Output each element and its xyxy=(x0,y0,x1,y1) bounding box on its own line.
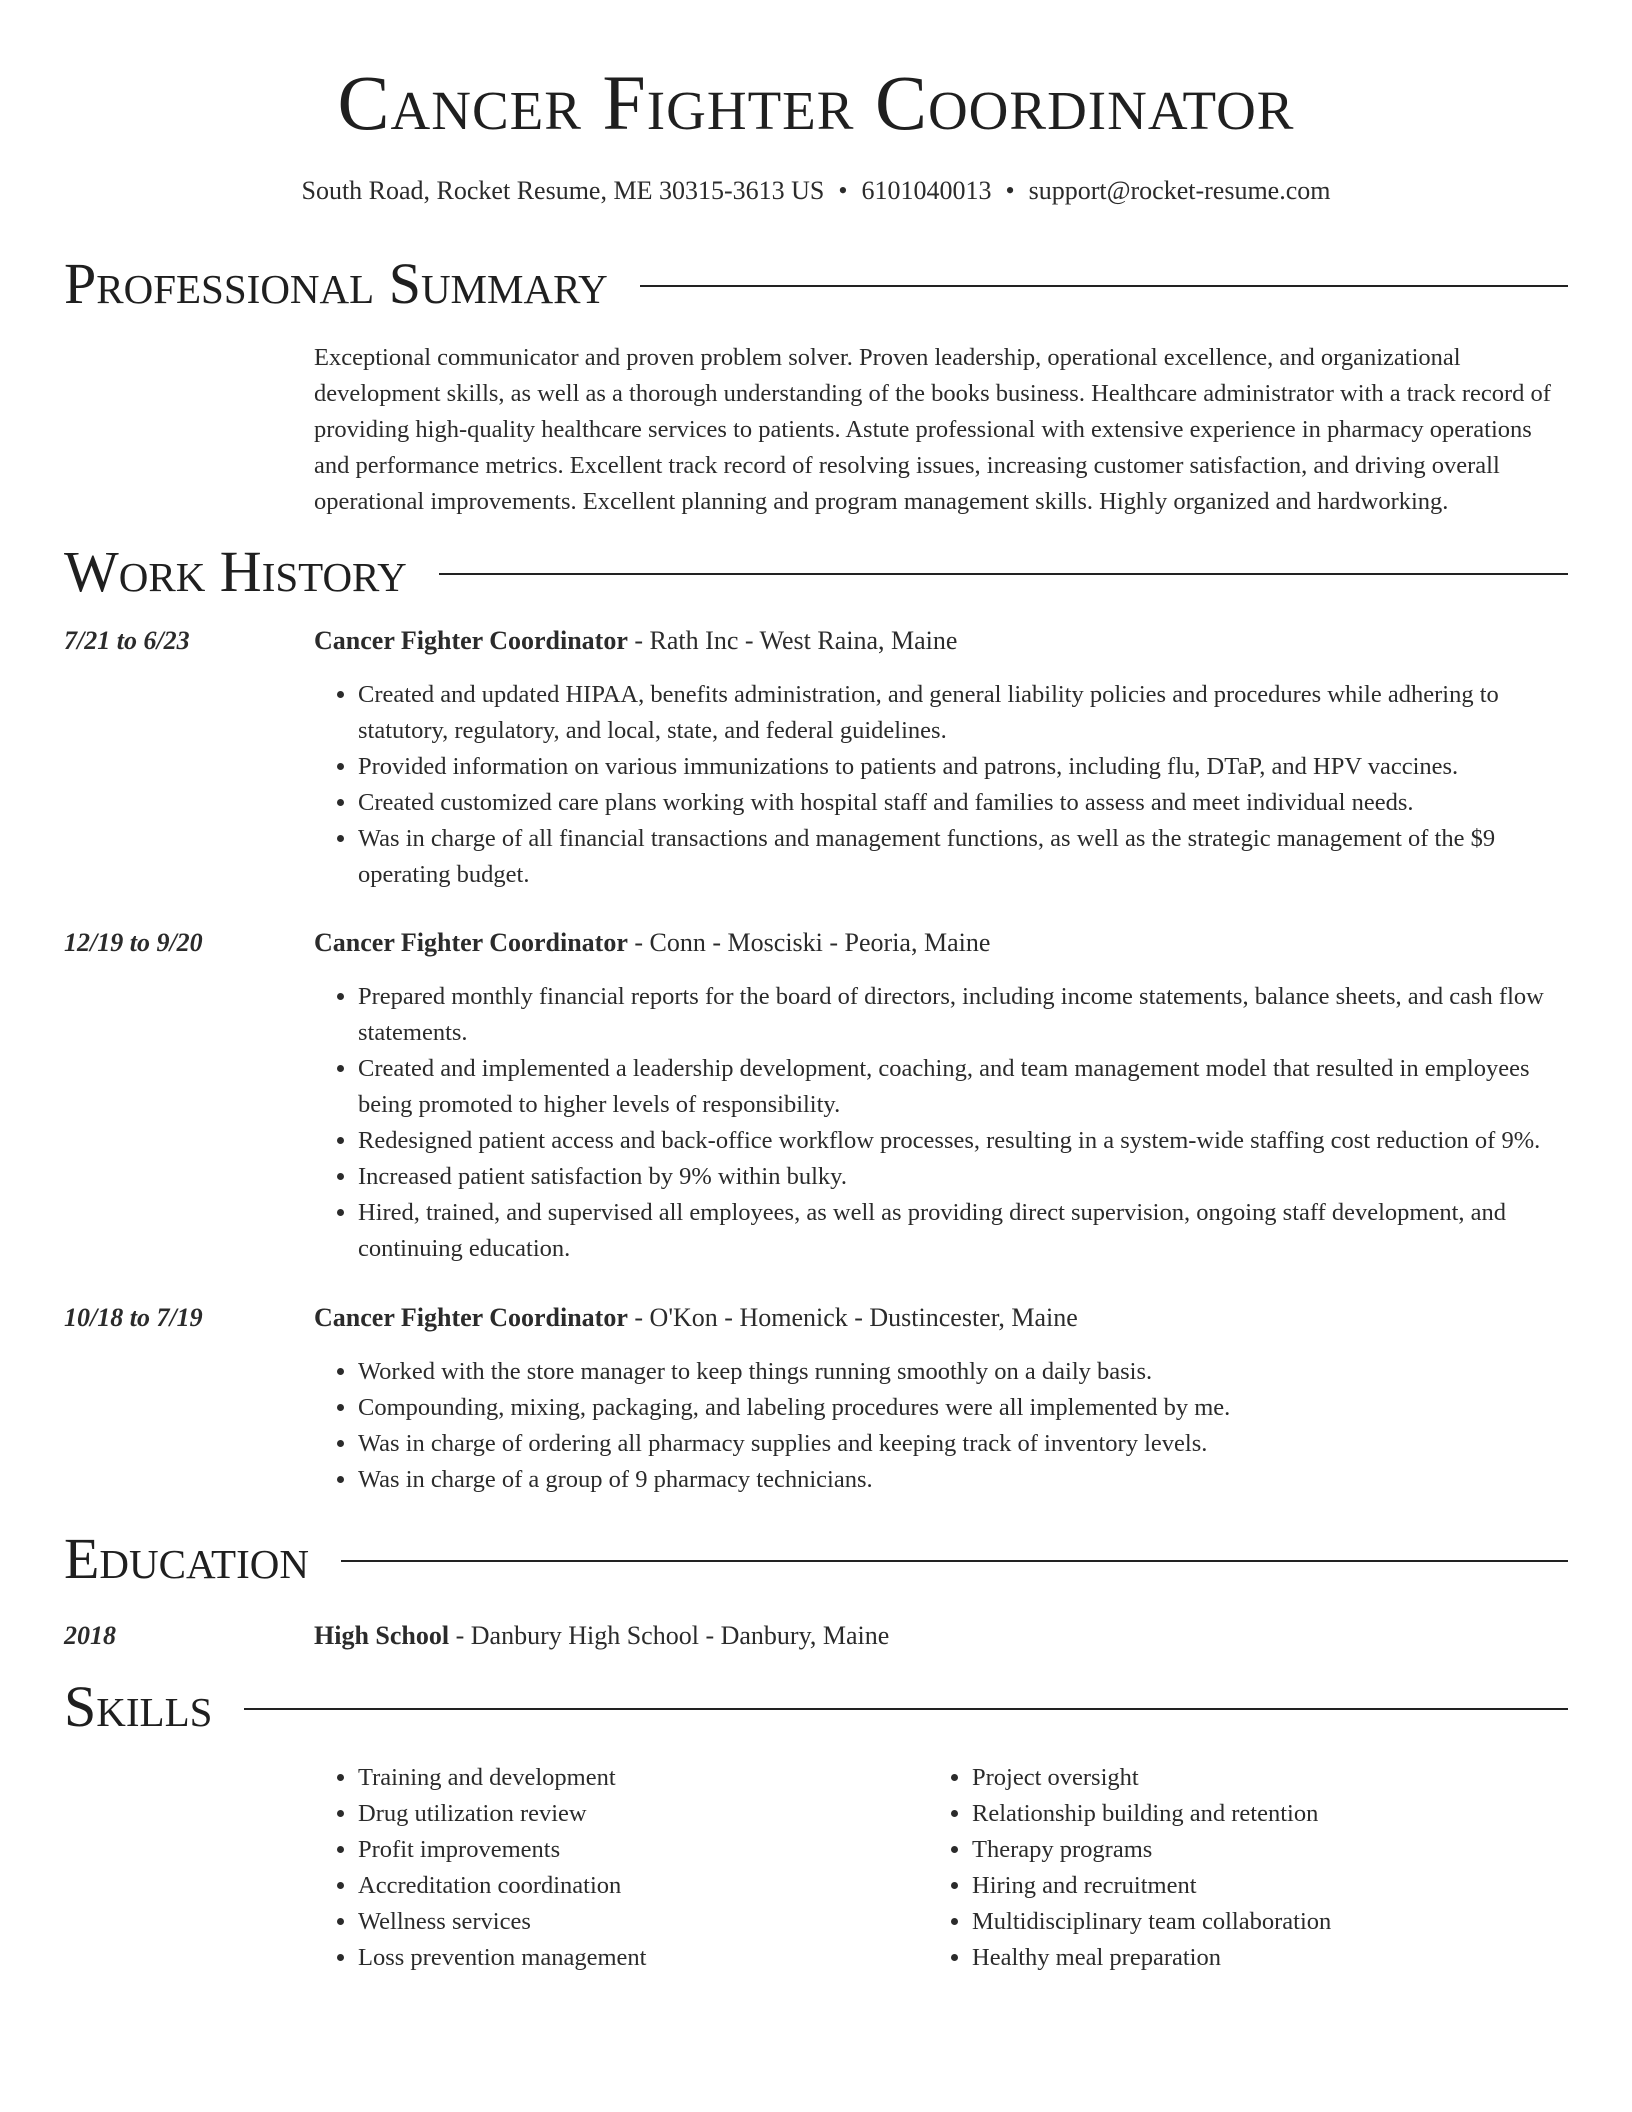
skills-section-title: Skills xyxy=(64,1674,213,1739)
job-headline xyxy=(314,1300,1078,1336)
summary-section-title: Professional Summary xyxy=(64,251,608,316)
skill-item: • Hiring and recruitment xyxy=(972,1868,1568,1904)
skill-item: • Profit improvements xyxy=(358,1832,914,1868)
contact-line xyxy=(0,174,1632,208)
summary-section-header xyxy=(64,252,1568,316)
skills-section-header xyxy=(64,1675,1568,1739)
job-bullet: • Increased patient satisfaction by 9% within bulky. xyxy=(358,1159,1568,1195)
resume-name: Cancer Fighter Coordinator xyxy=(337,59,1295,146)
education-headline xyxy=(314,1618,889,1654)
job-bullet: • Was in charge of all financial transactions and management functions, as well as the strategic management of the $9 operating budget. xyxy=(358,821,1568,893)
job-role: Cancer Fighter Coordinator xyxy=(314,1303,628,1332)
skill-item: • Wellness services xyxy=(358,1904,914,1940)
section-divider xyxy=(439,573,1568,575)
education-year: 2018 xyxy=(64,1621,116,1650)
job-bullet: • Compounding, mixing, packaging, and labeling procedures were all implemented by me. xyxy=(358,1390,1568,1426)
job-bullet: • Created and implemented a leadership development, coaching, and team management model that resulted in employees being promoted to higher levels of responsibility. xyxy=(358,1051,1568,1123)
job-details: - Conn - Mosciski - Peoria, Maine xyxy=(627,928,991,957)
job-bullets xyxy=(314,1354,1568,1498)
education-section-title: Education xyxy=(64,1526,309,1591)
contact-separator: • xyxy=(1005,176,1015,205)
education-details: - Danbury High School - Danbury, Maine xyxy=(449,1621,890,1650)
summary-text: Exceptional communicator and proven problem solver. Proven leadership, operational excellence, and organizational development skills, as well as a thorough understanding of the books business. Healthcare administrator with a track record of providing high-quality healthcare services to patients. Astute professional with extensive experience in pharmacy operations and performance metrics. Excellent track record of resolving issues, increasing customer satisfaction, and driving overall operational improvements. Excellent planning and program management skills. Highly organized and hardworking. xyxy=(314,344,1551,515)
job-bullets xyxy=(314,677,1568,893)
education-section-header xyxy=(64,1527,1568,1591)
contact-separator: • xyxy=(838,176,848,205)
job-dates: 12/19 to 9/20 xyxy=(64,928,203,957)
contact-email: support@rocket-resume.com xyxy=(1028,176,1331,205)
job-dates: 7/21 to 6/23 xyxy=(64,626,190,655)
job-details: - Rath Inc - West Raina, Maine xyxy=(627,626,958,655)
job-headline xyxy=(314,925,990,961)
job-headline xyxy=(314,623,957,659)
skill-item: • Accreditation coordination xyxy=(358,1868,914,1904)
job-bullet: • Was in charge of a group of 9 pharmacy technicians. xyxy=(358,1462,1568,1498)
skill-item: • Training and development xyxy=(358,1760,914,1796)
job-bullet: • Hired, trained, and supervised all employees, as well as providing direct supervision, ongoing staff development, and continuing education. xyxy=(358,1195,1568,1267)
job-role: Cancer Fighter Coordinator xyxy=(314,626,628,655)
job-bullet: • Was in charge of ordering all pharmacy supplies and keeping track of inventory levels. xyxy=(358,1426,1568,1462)
skill-item: • Loss prevention management xyxy=(358,1940,914,1976)
section-divider xyxy=(640,285,1568,287)
skills-list-left xyxy=(314,1760,914,1976)
skill-item: • Project oversight xyxy=(972,1760,1568,1796)
job-bullets xyxy=(314,979,1568,1267)
job-dates: 10/18 to 7/19 xyxy=(64,1303,203,1332)
skill-item: • Relationship building and retention xyxy=(972,1796,1568,1832)
job-bullet: • Created customized care plans working with hospital staff and families to assess and meet individual needs. xyxy=(358,785,1568,821)
job-bullet: • Redesigned patient access and back-office workflow processes, resulting in a system-wide staffing cost reduction of 9%. xyxy=(358,1123,1568,1159)
contact-phone: 6101040013 xyxy=(861,176,992,205)
job-bullet: • Provided information on various immunizations to patients and patrons, including flu, DTaP, and HPV vaccines. xyxy=(358,749,1568,785)
section-divider xyxy=(341,1560,1568,1562)
skill-item: • Healthy meal preparation xyxy=(972,1940,1568,1976)
skill-item: • Multidisciplinary team collaboration xyxy=(972,1904,1568,1940)
education-degree: High School xyxy=(314,1621,450,1650)
skill-item: • Drug utilization review xyxy=(358,1796,914,1832)
section-divider xyxy=(244,1708,1568,1710)
job-bullet: • Worked with the store manager to keep things running smoothly on a daily basis. xyxy=(358,1354,1568,1390)
job-role: Cancer Fighter Coordinator xyxy=(314,928,628,957)
work-section-header xyxy=(64,540,1568,604)
skills-list-right xyxy=(928,1760,1568,1976)
contact-address: South Road, Rocket Resume, ME 30315-3613 US xyxy=(301,176,825,205)
skill-item: • Therapy programs xyxy=(972,1832,1568,1868)
job-bullet: • Created and updated HIPAA, benefits administration, and general liability policies and procedures while adhering to statutory, regulatory, and local, state, and federal guidelines. xyxy=(358,677,1568,749)
work-section-title: Work History xyxy=(64,539,407,604)
job-bullet: • Prepared monthly financial reports for the board of directors, including income statements, balance sheets, and cash flow statements. xyxy=(358,979,1568,1051)
job-details: - O'Kon - Homenick - Dustincester, Maine xyxy=(627,1303,1078,1332)
